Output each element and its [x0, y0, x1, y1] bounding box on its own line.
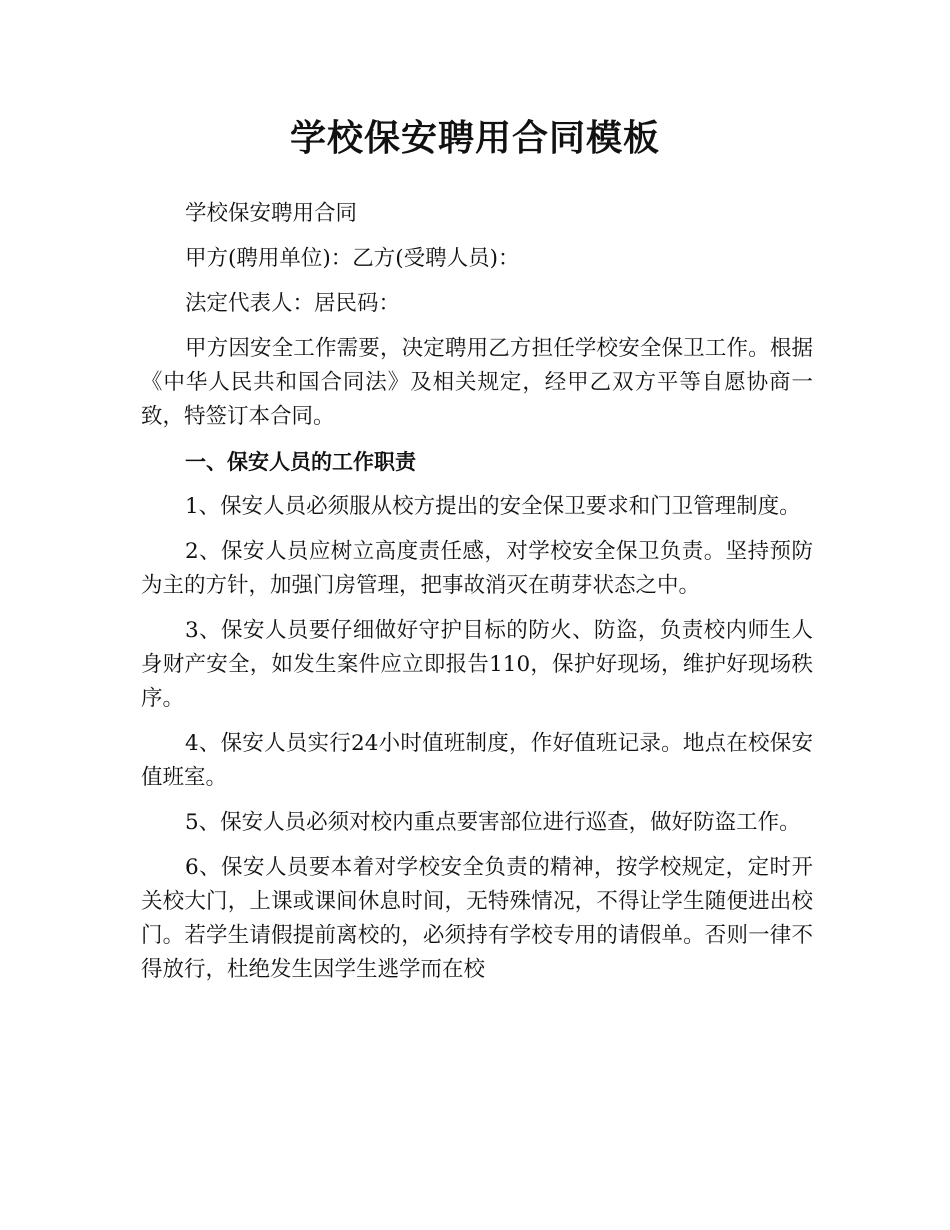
paragraph-parties: 甲方(聘用单位)：乙方(受聘人员)： — [185, 246, 520, 271]
paragraph-contract-name: 学校保安聘用合同 — [185, 201, 358, 226]
document-body — [141, 197, 813, 998]
section-heading-duties: 一、保安人员的工作职责 — [185, 450, 416, 474]
duty-item-5: 5、保安人员必须对校内重点要害部位进行巡查，做好防盗工作。 — [185, 810, 801, 835]
duty-item-4: 4、保安人员实行24小时值班制度，作好值班记录。地点在校保安值班室。 — [141, 731, 813, 790]
duty-item-1: 1、保安人员必须服从校方提出的安全保卫要求和门卫管理制度。 — [185, 494, 801, 519]
paragraph-preamble: 甲方因安全工作需要，决定聘用乙方担任学校安全保卫工作。根据《中华人民共和国合同法》及相关规定，经甲乙双方平等自愿协商一致，特签订本合同。 — [141, 336, 813, 429]
duty-item-6: 6、保安人员要本着对学校安全负责的精神，按学校规定，定时开关校大门，上课或课间休息时间，无特殊情况，不得让学生随便进出校门。若学生请假提前离校的，必须持有学校专用的请假单。否则一律不得放行，杜绝发生因学生逃学而在校 — [141, 855, 813, 982]
duty-item-3: 3、保安人员要仔细做好守护目标的防火、防盗，负责校内师生人身财产安全，如发生案件应立即报告110，保护好现场，维护好现场秩序。 — [141, 618, 813, 711]
document-title: 学校保安聘用合同模板 — [289, 118, 660, 159]
paragraph-representative: 法定代表人：居民码： — [185, 291, 401, 316]
duty-item-2: 2、保安人员应树立高度责任感，对学校安全保卫负责。坚持预防为主的方针，加强门房管理，把事故消灭在萌芽状态之中。 — [141, 539, 813, 598]
